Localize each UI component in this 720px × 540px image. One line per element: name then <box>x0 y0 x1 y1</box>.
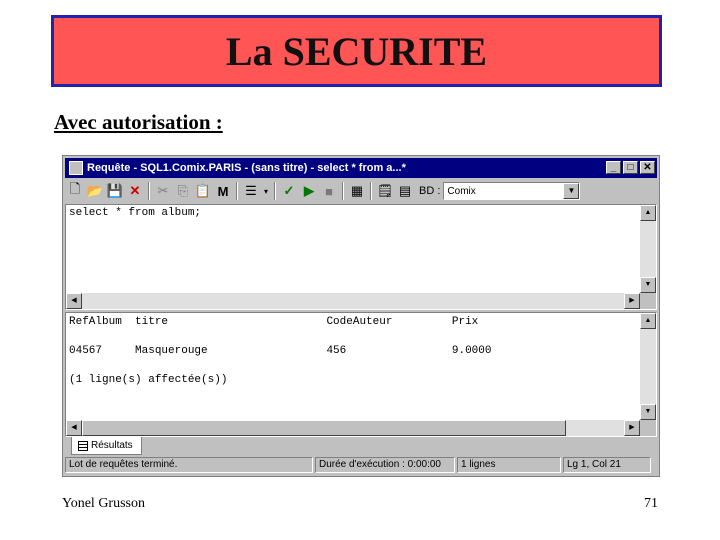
tab-results-label: Résultats <box>91 440 133 451</box>
toolbar <box>65 180 657 202</box>
database-select-value: Comix <box>447 185 476 197</box>
status-duration: Durée d'exécution : 0:00:00 <box>315 457 455 473</box>
editor-horizontal-scrollbar[interactable] <box>66 293 640 309</box>
open-icon[interactable]: 📂 <box>86 183 104 198</box>
maximize-button[interactable]: □ <box>623 161 638 174</box>
copy-icon[interactable]: ⎘ <box>177 183 189 198</box>
scroll-left-icon[interactable]: ◀ <box>66 420 82 436</box>
results-message: (1 ligne(s) affectée(s)) <box>69 374 228 386</box>
query-editor[interactable] <box>65 204 657 310</box>
results-vertical-scrollbar[interactable] <box>640 313 656 420</box>
results-mode-icon[interactable]: ☰ <box>245 183 257 198</box>
new-icon[interactable]: 🗋 <box>69 181 81 196</box>
execute-icon[interactable]: ▶ <box>304 183 314 198</box>
results-mode-dropdown-icon[interactable]: ▾ <box>263 186 268 196</box>
scroll-down-icon[interactable]: ▼ <box>640 404 656 420</box>
status-bar <box>65 457 657 474</box>
show-plan-icon[interactable]: ▤ <box>398 183 412 198</box>
results-tab-row <box>65 437 657 457</box>
footer-author: Yonel Grusson <box>62 496 145 511</box>
toolbar-separator <box>274 182 276 200</box>
scroll-down-icon[interactable]: ▼ <box>640 277 656 293</box>
results-horizontal-scrollbar[interactable] <box>66 420 640 436</box>
stop-icon[interactable]: ■ <box>325 183 333 199</box>
tab-results[interactable] <box>71 437 142 455</box>
delete-icon[interactable]: ✕ <box>129 183 141 198</box>
toolbar-separator <box>148 182 150 200</box>
app-icon <box>69 161 83 175</box>
status-rows: 1 lignes <box>457 457 561 473</box>
scroll-right-icon[interactable]: ▶ <box>624 293 640 309</box>
scroll-up-icon[interactable]: ▲ <box>640 205 656 221</box>
results-header-row: RefAlbum titre CodeAuteur Prix <box>69 316 479 328</box>
slide-title-box <box>51 15 662 87</box>
scroll-up-icon[interactable]: ▲ <box>640 313 656 329</box>
editor-vertical-scrollbar[interactable] <box>640 205 656 293</box>
minimize-button[interactable]: _ <box>606 161 621 174</box>
save-icon[interactable]: 💾 <box>106 183 124 198</box>
scroll-corner <box>640 420 656 436</box>
find-icon[interactable]: M <box>217 183 229 199</box>
toolbar-separator <box>342 182 344 200</box>
toolbar-separator <box>236 182 238 200</box>
status-message: Lot de requêtes terminé. <box>65 457 313 473</box>
results-pane[interactable] <box>65 312 657 437</box>
slide-title: La SECURITE <box>225 28 488 74</box>
query-text[interactable]: select * from album; <box>69 207 202 219</box>
status-position: Lg 1, Col 21 <box>563 457 651 473</box>
paste-icon[interactable]: 📋 <box>194 183 212 198</box>
scroll-thumb[interactable] <box>82 420 566 436</box>
toolbar-separator <box>370 182 372 200</box>
scroll-right-icon[interactable]: ▶ <box>624 420 640 436</box>
options-icon[interactable]: 🗒 <box>376 183 394 198</box>
grid-icon <box>78 441 88 451</box>
close-button[interactable]: ✕ <box>640 161 655 174</box>
query-window <box>62 155 660 477</box>
window-titlebar[interactable] <box>65 158 657 178</box>
scroll-left-icon[interactable]: ◀ <box>66 293 82 309</box>
results-data-row[interactable]: 04567 Masquerouge 456 9.0000 <box>69 345 492 357</box>
database-select[interactable] <box>443 182 580 200</box>
scroll-corner <box>640 293 656 309</box>
page-number: 71 <box>644 496 658 511</box>
grid-icon[interactable]: ▦ <box>350 183 364 198</box>
database-label: BD : <box>419 185 441 197</box>
window-title: Requête - SQL1.Comix.PARIS - (sans titre) - select * from a...* <box>87 162 406 174</box>
check-icon[interactable]: ✓ <box>283 183 295 198</box>
cut-icon[interactable]: ✂ <box>157 183 169 198</box>
slide-subtitle: Avec autorisation : <box>54 110 223 134</box>
chevron-down-icon[interactable]: ▼ <box>563 183 579 199</box>
